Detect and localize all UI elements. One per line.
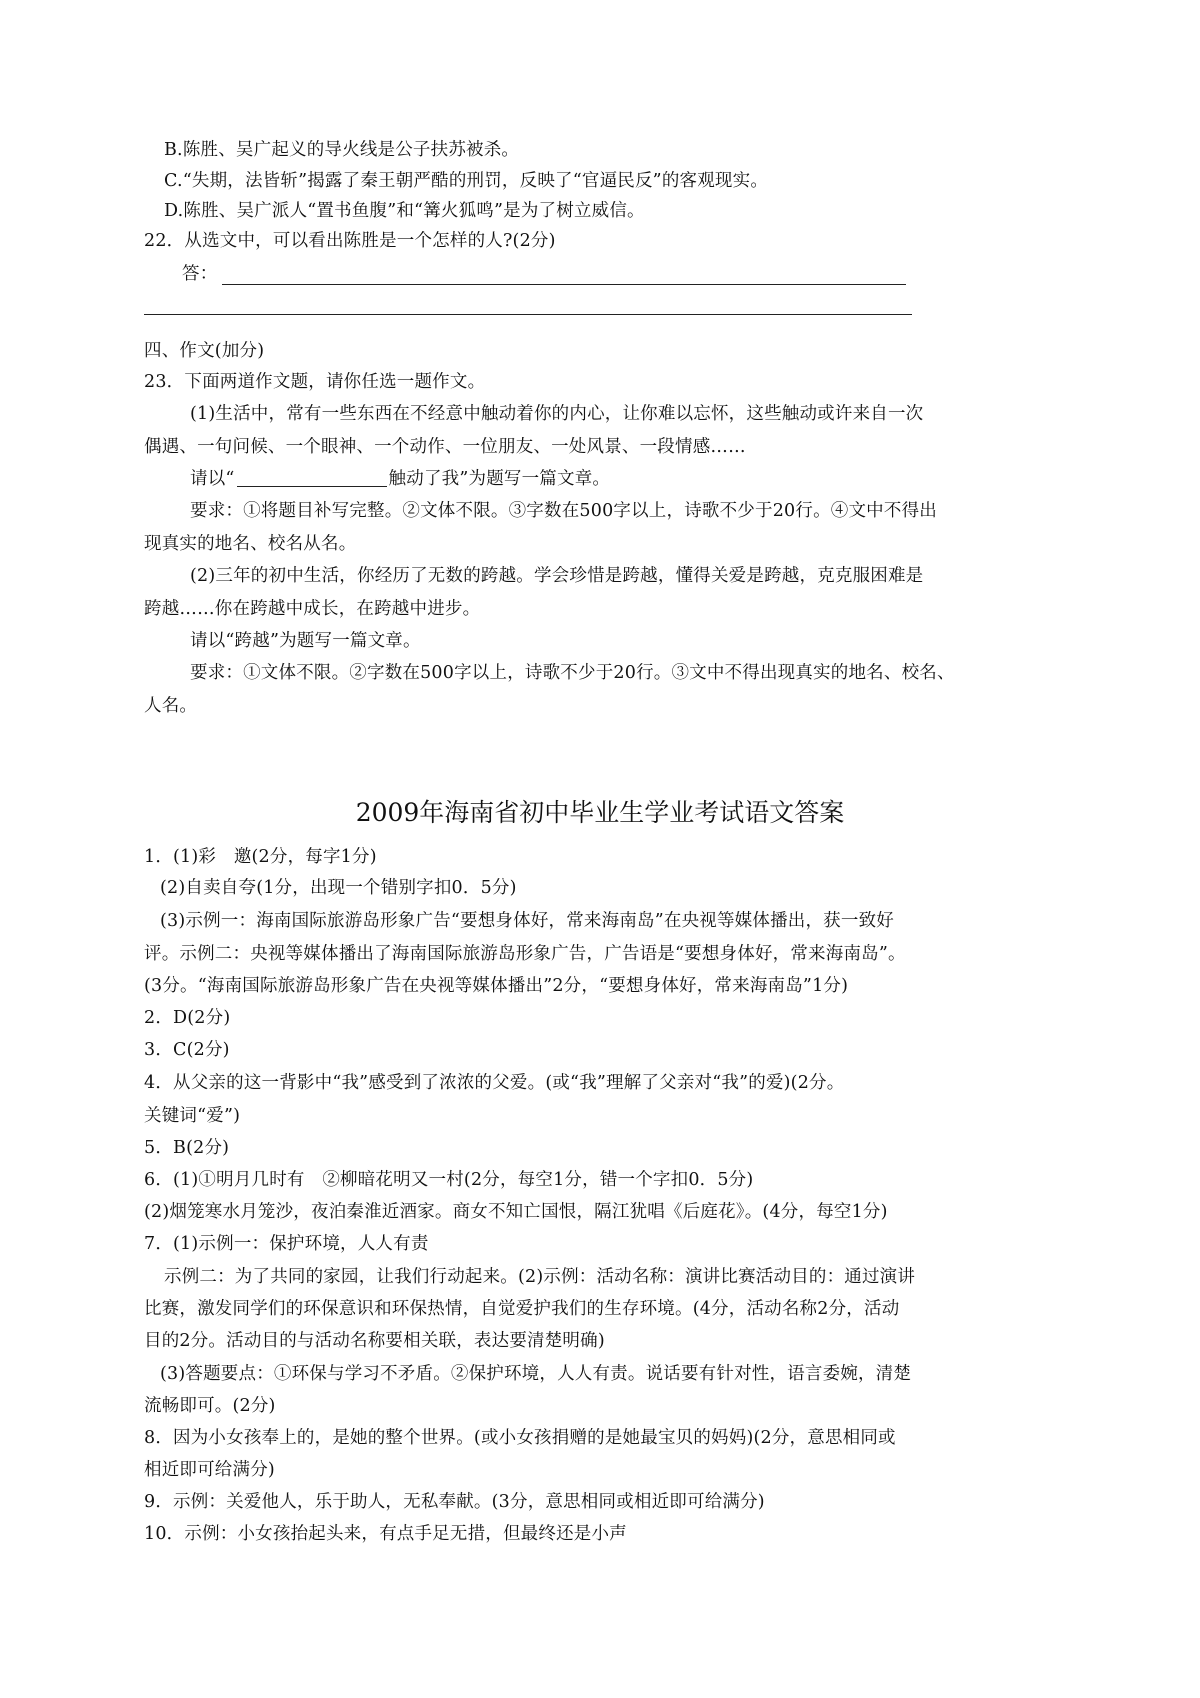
topic-2-requirements-cont: 人名。 (144, 696, 198, 716)
answer-line: 10．示例：小女孩抬起头来，有点手足无措，但最终还是小声 (144, 1524, 627, 1544)
answer-label: 答： (182, 264, 218, 284)
topic-1-text-cont: 偶遇、一句问候、一个眼神、一个动作、一位朋友、一处风景、一段情感…… (144, 437, 746, 457)
answer-line: 评。示例二：央视等媒体播出了海南国际旅游岛形象广告，广告语是“要想身体好，常来海南岛”。 (144, 944, 906, 964)
answer-line: 2．D(2分) (144, 1008, 231, 1028)
answer-line: 1．(1)彩 邀(2分，每字1分) (144, 847, 377, 867)
answer-line: 8．因为小女孩奉上的，是她的整个世界。(或小女孩捐赠的是她最宝贝的妈妈)(2分，意思相同或 (144, 1428, 896, 1448)
topic-2-text: (2)三年的初中生活，你经历了无数的跨越。学会珍惜是跨越，懂得关爱是跨越，克克服困难是 (190, 566, 924, 586)
answer-line: 5．B(2分) (144, 1138, 230, 1158)
answer-line: 示例二：为了共同的家园，让我们行动起来。(2)示例：活动名称：演讲比赛活动目的：通过演讲 (164, 1267, 916, 1287)
answer-line: 关键词“爱”) (144, 1106, 241, 1126)
answer-line: 9．示例：关爱他人，乐于助人，无私奉献。(3分，意思相同或相近即可给满分) (144, 1492, 765, 1512)
answer-line: 3．C(2分) (144, 1040, 230, 1060)
option-b: B.陈胜、吴广起义的导火线是公子扶苏被杀。 (164, 140, 520, 160)
topic-1-text: (1)生活中，常有一些东西在不经意中触动着你的内心，让你难以忘怀，这些触动或许来自一次 (190, 404, 924, 424)
answer-line: 目的2分。活动目的与活动名称要相关联，表达要清楚明确) (144, 1331, 605, 1351)
answer-line: (2)烟笼寒水月笼沙，夜泊秦淮近酒家。商女不知亡国恨，隔江犹唱《后庭花》。(4分，每空1分) (144, 1202, 888, 1222)
option-c: C.“失期，法皆斩”揭露了秦王朝严酷的刑罚，反映了“官逼民反”的客观现实。 (164, 171, 769, 191)
topic-1-prompt (190, 467, 610, 491)
answer-line: 6．(1)①明月几时有 ②柳暗花明又一村(2分，每空1分，错一个字扣0．5分) (144, 1170, 754, 1190)
option-d: D.陈胜、吴广派人“置书鱼腹”和“篝火狐鸣”是为了树立威信。 (164, 201, 645, 221)
answer-line: 7．(1)示例一：保护环境，人人有责 (144, 1234, 429, 1254)
section-heading: 四、作文(加分) (144, 341, 265, 361)
answer-line: 比赛，激发同学们的环保意识和环保热情，自觉爱护我们的生存环境。(4分，活动名称2分，活动 (144, 1299, 900, 1319)
topic-1-requirements: 要求：①将题目补写完整。②文体不限。③字数在500字以上，诗歌不少于20行。④文中不得出 (190, 501, 937, 521)
question-22: 22．从选文中，可以看出陈胜是一个怎样的人?(2分) (144, 231, 556, 251)
answer-line: 相近即可给满分) (144, 1460, 275, 1480)
answers-title: 2009年海南省初中毕业生学业考试语文答案 (355, 798, 845, 827)
title-blank (237, 468, 387, 487)
question-23: 23．下面两道作文题，请你任选一题作文。 (144, 372, 486, 392)
answer-line: (3分。“海南国际旅游岛形象广告在央视等媒体播出”2分，“要想身体好，常来海南岛”1分) (144, 976, 849, 996)
topic-1-prompt-start: 请以“ (190, 469, 235, 489)
topic-1-requirements-cont: 现真实的地名、校名从名。 (144, 534, 357, 554)
topic-2-prompt: 请以“跨越”为题写一篇文章。 (190, 631, 421, 651)
answer-line: (2)自卖自夸(1分，出现一个错别字扣0．5分) (160, 878, 517, 898)
topic-1-prompt-end: 触动了我”为题写一篇文章。 (388, 469, 611, 489)
answer-line: 4．从父亲的这一背影中“我”感受到了浓浓的父爱。(或“我”理解了父亲对“我”的爱)(2分。 (144, 1073, 845, 1093)
answer-line-2 (144, 314, 912, 315)
topic-2-requirements: 要求：①文体不限。②字数在500字以上，诗歌不少于20行。③文中不得出现真实的地名、校名、 (190, 663, 955, 683)
answer-line: 流畅即可。(2分) (144, 1396, 276, 1416)
answer-line: (3)答题要点：①环保与学习不矛盾。②保护环境，人人有责。说话要有针对性，语言委婉，清楚 (160, 1364, 912, 1384)
answer-line: (3)示例一：海南国际旅游岛形象广告“要想身体好，常来海南岛”在央视等媒体播出，获一致好 (160, 911, 894, 931)
topic-2-text-cont: 跨越……你在跨越中成长，在跨越中进步。 (144, 599, 481, 619)
answer-line-1 (222, 284, 906, 285)
